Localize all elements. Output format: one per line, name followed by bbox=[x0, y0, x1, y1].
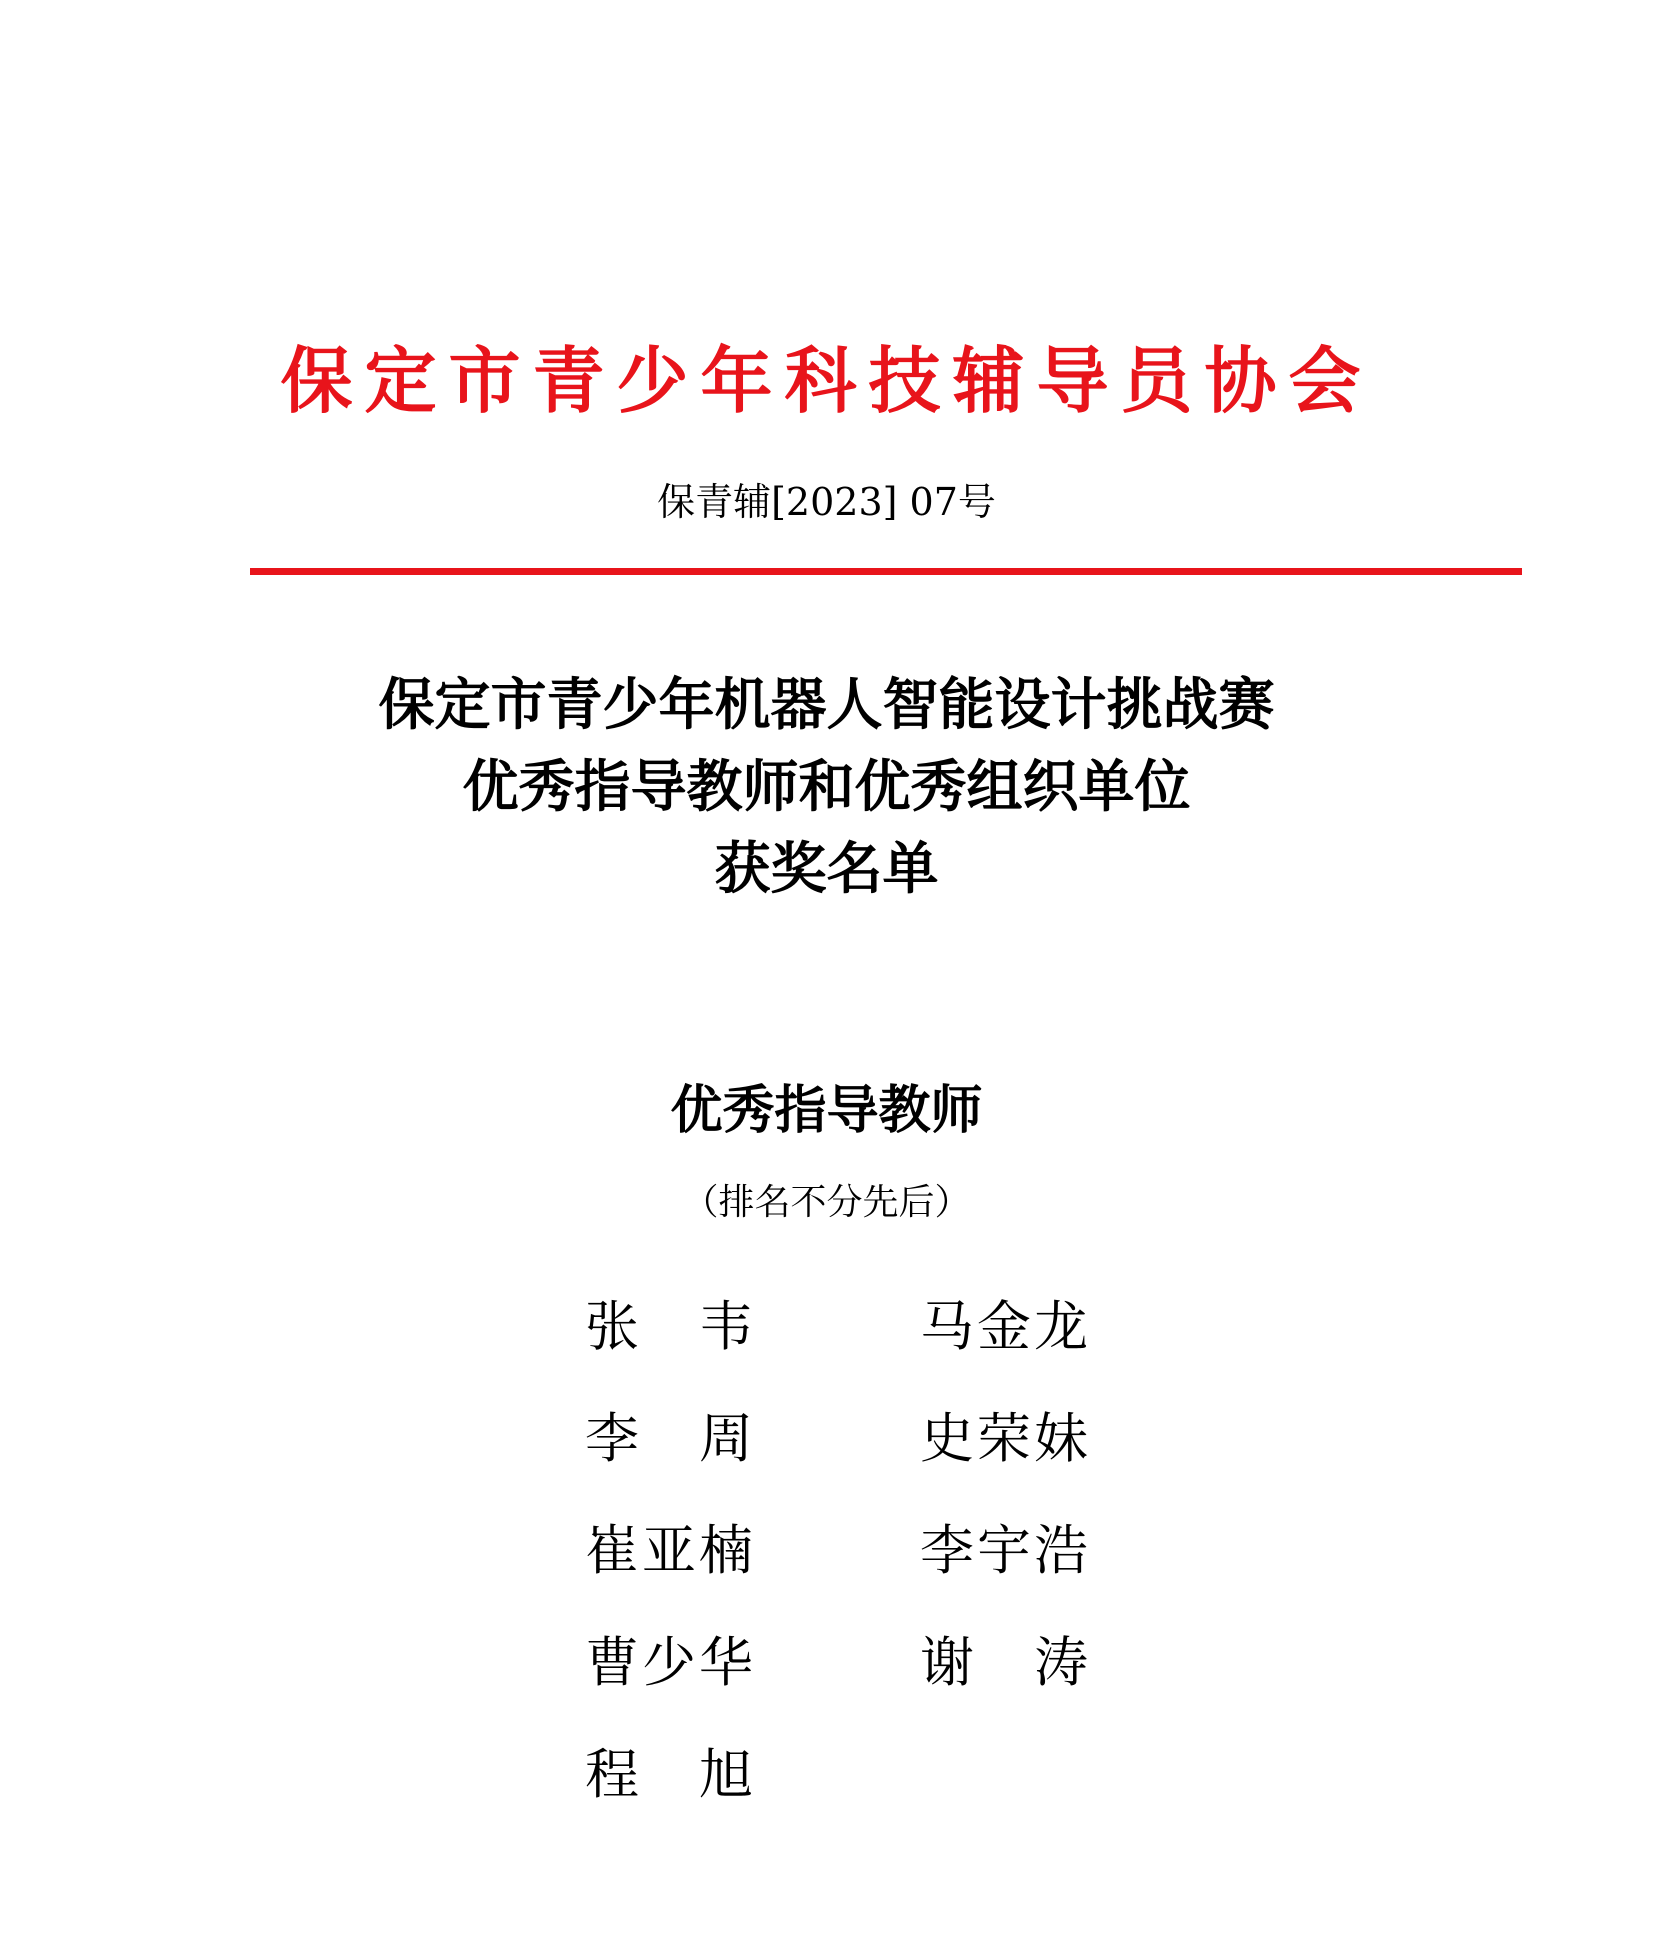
teacher-name: 程 旭 bbox=[585, 1743, 753, 1806]
teacher-name: 史 荣 妹 bbox=[920, 1407, 1088, 1470]
organization-header: 保定市青少年科技辅导员协会 bbox=[280, 339, 1373, 423]
teacher-name: 谢 涛 bbox=[920, 1631, 1088, 1694]
teacher-name-list bbox=[585, 1295, 1105, 1860]
document-number: 保青辅[2023] 07号 bbox=[657, 480, 996, 524]
teacher-name: 马 金 龙 bbox=[920, 1295, 1088, 1358]
section-title: 优秀指导教师 bbox=[670, 1081, 983, 1141]
teacher-name: 李 周 bbox=[585, 1407, 753, 1470]
teacher-name: 曹 少 华 bbox=[585, 1631, 753, 1694]
document-title bbox=[0, 665, 1653, 911]
teacher-name: 李 宇 浩 bbox=[920, 1519, 1088, 1582]
teacher-name: 崔 亚 楠 bbox=[585, 1519, 753, 1582]
title-line-2: 优秀指导教师和优秀组织单位 bbox=[462, 755, 1191, 820]
title-line-3: 获奖名单 bbox=[714, 837, 939, 902]
teacher-name: 张 韦 bbox=[585, 1295, 753, 1358]
red-divider bbox=[250, 568, 1522, 575]
section-note: （排名不分先后） bbox=[682, 1182, 971, 1223]
title-line-1: 保定市青少年机器人智能设计挑战赛 bbox=[378, 673, 1275, 738]
